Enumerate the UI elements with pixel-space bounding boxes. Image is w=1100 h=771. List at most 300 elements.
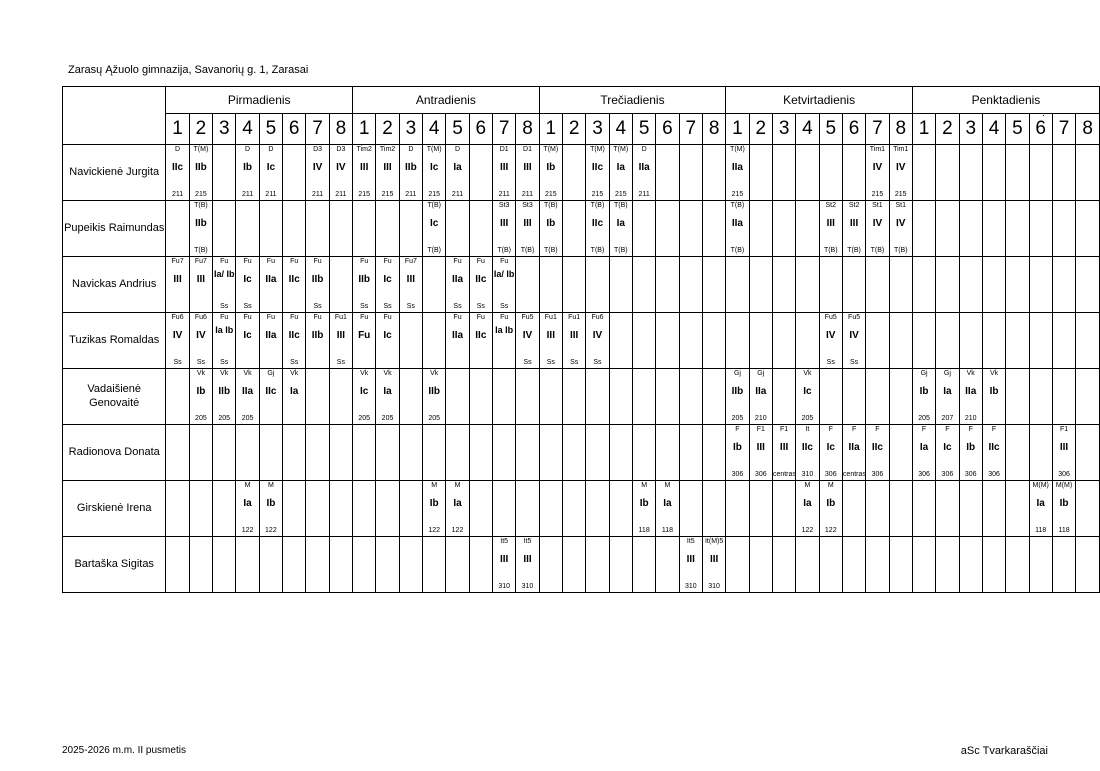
lesson-cell[interactable]: [306, 145, 329, 201]
lesson-cell[interactable]: [236, 425, 259, 481]
lesson-cell[interactable]: [259, 313, 282, 369]
lesson-cell[interactable]: [772, 145, 795, 201]
lesson-cell[interactable]: [609, 481, 632, 537]
lesson-cell[interactable]: [423, 481, 446, 537]
lesson-cell[interactable]: [586, 481, 609, 537]
lesson-cell[interactable]: [166, 257, 189, 313]
lesson-cell[interactable]: [772, 369, 795, 425]
lesson-cell[interactable]: [866, 425, 889, 481]
lesson-cell[interactable]: [936, 201, 959, 257]
lesson-cell[interactable]: [516, 201, 539, 257]
lesson-cell[interactable]: [562, 481, 585, 537]
lesson-cell[interactable]: [189, 201, 212, 257]
lesson-cell[interactable]: [796, 313, 819, 369]
lesson-cell[interactable]: [376, 257, 399, 313]
lesson-cell[interactable]: [749, 201, 772, 257]
lesson-cell[interactable]: [306, 537, 329, 593]
lesson-cell[interactable]: [446, 313, 469, 369]
lesson-cell[interactable]: [376, 369, 399, 425]
lesson-cell[interactable]: [329, 313, 352, 369]
lesson-cell[interactable]: [236, 201, 259, 257]
lesson-cell[interactable]: [726, 145, 749, 201]
lesson-cell[interactable]: [632, 425, 655, 481]
lesson-cell[interactable]: [329, 481, 352, 537]
lesson-cell[interactable]: [283, 537, 306, 593]
lesson-cell[interactable]: [236, 481, 259, 537]
lesson-cell[interactable]: [819, 201, 842, 257]
lesson-cell[interactable]: [423, 369, 446, 425]
lesson-cell[interactable]: [1052, 313, 1075, 369]
lesson-cell[interactable]: [539, 537, 562, 593]
lesson-cell[interactable]: [1029, 425, 1052, 481]
lesson-cell[interactable]: [609, 537, 632, 593]
lesson-cell[interactable]: [842, 481, 865, 537]
lesson-cell[interactable]: [493, 201, 516, 257]
lesson-cell[interactable]: [1029, 257, 1052, 313]
lesson-cell[interactable]: [259, 145, 282, 201]
lesson-cell[interactable]: [586, 425, 609, 481]
lesson-cell[interactable]: [306, 313, 329, 369]
lesson-cell[interactable]: [469, 481, 492, 537]
lesson-cell[interactable]: [166, 537, 189, 593]
lesson-cell[interactable]: [772, 257, 795, 313]
lesson-cell[interactable]: [1006, 369, 1029, 425]
lesson-cell[interactable]: [306, 369, 329, 425]
lesson-cell[interactable]: [982, 369, 1005, 425]
lesson-cell[interactable]: [1076, 313, 1100, 369]
lesson-cell[interactable]: [166, 313, 189, 369]
lesson-cell[interactable]: [936, 425, 959, 481]
lesson-cell[interactable]: [562, 537, 585, 593]
lesson-cell[interactable]: [796, 201, 819, 257]
lesson-cell[interactable]: [353, 481, 376, 537]
lesson-cell[interactable]: [236, 257, 259, 313]
lesson-cell[interactable]: [936, 145, 959, 201]
lesson-cell[interactable]: [259, 369, 282, 425]
lesson-cell[interactable]: [842, 313, 865, 369]
lesson-cell[interactable]: [423, 201, 446, 257]
lesson-cell[interactable]: [656, 145, 679, 201]
lesson-cell[interactable]: [889, 537, 912, 593]
lesson-cell[interactable]: [213, 145, 236, 201]
lesson-cell[interactable]: [656, 369, 679, 425]
lesson-cell[interactable]: [679, 201, 702, 257]
lesson-cell[interactable]: [353, 425, 376, 481]
lesson-cell[interactable]: [866, 145, 889, 201]
lesson-cell[interactable]: [469, 425, 492, 481]
lesson-cell[interactable]: [982, 201, 1005, 257]
lesson-cell[interactable]: [353, 145, 376, 201]
lesson-cell[interactable]: [1029, 201, 1052, 257]
lesson-cell[interactable]: [189, 369, 212, 425]
lesson-cell[interactable]: [749, 145, 772, 201]
lesson-cell[interactable]: [423, 537, 446, 593]
lesson-cell[interactable]: [726, 481, 749, 537]
lesson-cell[interactable]: [329, 369, 352, 425]
lesson-cell[interactable]: [399, 481, 422, 537]
lesson-cell[interactable]: [562, 369, 585, 425]
lesson-cell[interactable]: [912, 369, 935, 425]
lesson-cell[interactable]: [1052, 145, 1075, 201]
lesson-cell[interactable]: [866, 369, 889, 425]
lesson-cell[interactable]: [399, 313, 422, 369]
lesson-cell[interactable]: [516, 537, 539, 593]
lesson-cell[interactable]: [819, 425, 842, 481]
lesson-cell[interactable]: [213, 537, 236, 593]
lesson-cell[interactable]: [446, 425, 469, 481]
lesson-cell[interactable]: [749, 313, 772, 369]
lesson-cell[interactable]: [189, 145, 212, 201]
lesson-cell[interactable]: [959, 425, 982, 481]
lesson-cell[interactable]: [889, 481, 912, 537]
lesson-cell[interactable]: [959, 369, 982, 425]
lesson-cell[interactable]: [376, 201, 399, 257]
lesson-cell[interactable]: [1052, 201, 1075, 257]
lesson-cell[interactable]: [609, 257, 632, 313]
lesson-cell[interactable]: [632, 201, 655, 257]
lesson-cell[interactable]: [539, 313, 562, 369]
lesson-cell[interactable]: [866, 481, 889, 537]
lesson-cell[interactable]: [796, 145, 819, 201]
lesson-cell[interactable]: [586, 201, 609, 257]
lesson-cell[interactable]: [796, 481, 819, 537]
lesson-cell[interactable]: [632, 369, 655, 425]
lesson-cell[interactable]: [353, 369, 376, 425]
lesson-cell[interactable]: [493, 425, 516, 481]
lesson-cell[interactable]: [889, 425, 912, 481]
lesson-cell[interactable]: [493, 537, 516, 593]
lesson-cell[interactable]: [493, 369, 516, 425]
lesson-cell[interactable]: [259, 481, 282, 537]
lesson-cell[interactable]: [306, 481, 329, 537]
lesson-cell[interactable]: [702, 537, 725, 593]
lesson-cell[interactable]: [353, 313, 376, 369]
lesson-cell[interactable]: [1076, 145, 1100, 201]
lesson-cell[interactable]: [1006, 201, 1029, 257]
lesson-cell[interactable]: [749, 425, 772, 481]
lesson-cell[interactable]: [562, 425, 585, 481]
lesson-cell[interactable]: [306, 257, 329, 313]
lesson-cell[interactable]: [819, 145, 842, 201]
lesson-cell[interactable]: [796, 425, 819, 481]
lesson-cell[interactable]: [562, 201, 585, 257]
lesson-cell[interactable]: [446, 369, 469, 425]
lesson-cell[interactable]: [796, 537, 819, 593]
lesson-cell[interactable]: [1076, 369, 1100, 425]
lesson-cell[interactable]: [189, 257, 212, 313]
lesson-cell[interactable]: [283, 313, 306, 369]
lesson-cell[interactable]: [889, 369, 912, 425]
lesson-cell[interactable]: [936, 537, 959, 593]
lesson-cell[interactable]: [702, 481, 725, 537]
lesson-cell[interactable]: [1076, 481, 1100, 537]
lesson-cell[interactable]: [539, 369, 562, 425]
lesson-cell[interactable]: [726, 369, 749, 425]
lesson-cell[interactable]: [166, 425, 189, 481]
lesson-cell[interactable]: [819, 313, 842, 369]
lesson-cell[interactable]: [493, 145, 516, 201]
lesson-cell[interactable]: [376, 313, 399, 369]
lesson-cell[interactable]: [469, 257, 492, 313]
lesson-cell[interactable]: [842, 537, 865, 593]
lesson-cell[interactable]: [912, 481, 935, 537]
lesson-cell[interactable]: [889, 257, 912, 313]
lesson-cell[interactable]: [213, 313, 236, 369]
lesson-cell[interactable]: [866, 537, 889, 593]
lesson-cell[interactable]: [749, 481, 772, 537]
lesson-cell[interactable]: [446, 537, 469, 593]
lesson-cell[interactable]: [1029, 537, 1052, 593]
lesson-cell[interactable]: [936, 313, 959, 369]
lesson-cell[interactable]: [213, 425, 236, 481]
lesson-cell[interactable]: [539, 425, 562, 481]
lesson-cell[interactable]: [819, 369, 842, 425]
lesson-cell[interactable]: [469, 201, 492, 257]
lesson-cell[interactable]: [679, 481, 702, 537]
lesson-cell[interactable]: [562, 145, 585, 201]
lesson-cell[interactable]: [516, 313, 539, 369]
lesson-cell[interactable]: [679, 257, 702, 313]
lesson-cell[interactable]: [399, 201, 422, 257]
lesson-cell[interactable]: [656, 537, 679, 593]
lesson-cell[interactable]: [236, 145, 259, 201]
lesson-cell[interactable]: [936, 369, 959, 425]
lesson-cell[interactable]: [493, 257, 516, 313]
lesson-cell[interactable]: [912, 257, 935, 313]
lesson-cell[interactable]: [376, 425, 399, 481]
lesson-cell[interactable]: [562, 257, 585, 313]
lesson-cell[interactable]: [819, 481, 842, 537]
lesson-cell[interactable]: [982, 313, 1005, 369]
lesson-cell[interactable]: [679, 145, 702, 201]
lesson-cell[interactable]: [772, 537, 795, 593]
lesson-cell[interactable]: [1006, 313, 1029, 369]
lesson-cell[interactable]: [819, 537, 842, 593]
lesson-cell[interactable]: [1076, 201, 1100, 257]
lesson-cell[interactable]: [959, 145, 982, 201]
lesson-cell[interactable]: [236, 537, 259, 593]
lesson-cell[interactable]: [726, 201, 749, 257]
lesson-cell[interactable]: [679, 425, 702, 481]
lesson-cell[interactable]: [959, 201, 982, 257]
lesson-cell[interactable]: [259, 257, 282, 313]
lesson-cell[interactable]: [166, 369, 189, 425]
lesson-cell[interactable]: [516, 481, 539, 537]
lesson-cell[interactable]: [842, 201, 865, 257]
lesson-cell[interactable]: [632, 145, 655, 201]
lesson-cell[interactable]: [446, 201, 469, 257]
lesson-cell[interactable]: [189, 481, 212, 537]
lesson-cell[interactable]: [1006, 537, 1029, 593]
lesson-cell[interactable]: [1076, 257, 1100, 313]
lesson-cell[interactable]: [726, 537, 749, 593]
lesson-cell[interactable]: [982, 145, 1005, 201]
lesson-cell[interactable]: [1052, 425, 1075, 481]
lesson-cell[interactable]: [889, 313, 912, 369]
lesson-cell[interactable]: [166, 201, 189, 257]
lesson-cell[interactable]: [609, 369, 632, 425]
lesson-cell[interactable]: [586, 537, 609, 593]
lesson-cell[interactable]: [1006, 481, 1029, 537]
lesson-cell[interactable]: [423, 313, 446, 369]
lesson-cell[interactable]: [632, 537, 655, 593]
lesson-cell[interactable]: [959, 481, 982, 537]
lesson-cell[interactable]: [283, 145, 306, 201]
lesson-cell[interactable]: [749, 257, 772, 313]
lesson-cell[interactable]: [283, 201, 306, 257]
lesson-cell[interactable]: [213, 257, 236, 313]
lesson-cell[interactable]: [446, 481, 469, 537]
lesson-cell[interactable]: [982, 425, 1005, 481]
lesson-cell[interactable]: [866, 257, 889, 313]
lesson-cell[interactable]: [912, 313, 935, 369]
lesson-cell[interactable]: [796, 369, 819, 425]
lesson-cell[interactable]: [329, 145, 352, 201]
lesson-cell[interactable]: [819, 257, 842, 313]
lesson-cell[interactable]: [679, 313, 702, 369]
lesson-cell[interactable]: [632, 313, 655, 369]
lesson-cell[interactable]: [399, 537, 422, 593]
lesson-cell[interactable]: [1029, 369, 1052, 425]
lesson-cell[interactable]: [376, 537, 399, 593]
lesson-cell[interactable]: [632, 481, 655, 537]
lesson-cell[interactable]: [702, 257, 725, 313]
lesson-cell[interactable]: [772, 481, 795, 537]
lesson-cell[interactable]: [213, 369, 236, 425]
lesson-cell[interactable]: [772, 201, 795, 257]
lesson-cell[interactable]: [1029, 313, 1052, 369]
lesson-cell[interactable]: [469, 313, 492, 369]
lesson-cell[interactable]: [306, 201, 329, 257]
lesson-cell[interactable]: [259, 201, 282, 257]
lesson-cell[interactable]: [609, 145, 632, 201]
lesson-cell[interactable]: [609, 313, 632, 369]
lesson-cell[interactable]: [539, 201, 562, 257]
lesson-cell[interactable]: [1029, 481, 1052, 537]
lesson-cell[interactable]: [189, 537, 212, 593]
lesson-cell[interactable]: [1052, 257, 1075, 313]
lesson-cell[interactable]: [1052, 369, 1075, 425]
lesson-cell[interactable]: [726, 313, 749, 369]
lesson-cell[interactable]: [586, 257, 609, 313]
lesson-cell[interactable]: [423, 145, 446, 201]
lesson-cell[interactable]: [1076, 537, 1100, 593]
lesson-cell[interactable]: [959, 257, 982, 313]
lesson-cell[interactable]: [959, 537, 982, 593]
lesson-cell[interactable]: [516, 257, 539, 313]
lesson-cell[interactable]: [702, 201, 725, 257]
lesson-cell[interactable]: [632, 257, 655, 313]
lesson-cell[interactable]: [166, 481, 189, 537]
lesson-cell[interactable]: [702, 425, 725, 481]
lesson-cell[interactable]: [1029, 145, 1052, 201]
lesson-cell[interactable]: [376, 481, 399, 537]
lesson-cell[interactable]: [749, 537, 772, 593]
lesson-cell[interactable]: [796, 257, 819, 313]
lesson-cell[interactable]: [329, 201, 352, 257]
lesson-cell[interactable]: [586, 369, 609, 425]
lesson-cell[interactable]: [446, 257, 469, 313]
lesson-cell[interactable]: [469, 537, 492, 593]
lesson-cell[interactable]: [912, 145, 935, 201]
lesson-cell[interactable]: [609, 201, 632, 257]
lesson-cell[interactable]: [702, 313, 725, 369]
lesson-cell[interactable]: [493, 313, 516, 369]
lesson-cell[interactable]: [283, 481, 306, 537]
lesson-cell[interactable]: [656, 481, 679, 537]
lesson-cell[interactable]: [469, 369, 492, 425]
lesson-cell[interactable]: [423, 425, 446, 481]
lesson-cell[interactable]: [213, 201, 236, 257]
lesson-cell[interactable]: [586, 313, 609, 369]
lesson-cell[interactable]: [189, 313, 212, 369]
lesson-cell[interactable]: [399, 369, 422, 425]
lesson-cell[interactable]: [189, 425, 212, 481]
lesson-cell[interactable]: [726, 257, 749, 313]
lesson-cell[interactable]: [749, 369, 772, 425]
lesson-cell[interactable]: [329, 257, 352, 313]
lesson-cell[interactable]: [399, 145, 422, 201]
lesson-cell[interactable]: [889, 201, 912, 257]
lesson-cell[interactable]: [679, 537, 702, 593]
lesson-cell[interactable]: [1076, 425, 1100, 481]
lesson-cell[interactable]: [586, 145, 609, 201]
lesson-cell[interactable]: [283, 369, 306, 425]
lesson-cell[interactable]: [702, 145, 725, 201]
lesson-cell[interactable]: [213, 481, 236, 537]
lesson-cell[interactable]: [866, 313, 889, 369]
lesson-cell[interactable]: [539, 257, 562, 313]
lesson-cell[interactable]: [866, 201, 889, 257]
lesson-cell[interactable]: [609, 425, 632, 481]
lesson-cell[interactable]: [469, 145, 492, 201]
lesson-cell[interactable]: [376, 145, 399, 201]
lesson-cell[interactable]: [656, 201, 679, 257]
lesson-cell[interactable]: [329, 425, 352, 481]
lesson-cell[interactable]: [283, 257, 306, 313]
lesson-cell[interactable]: [772, 425, 795, 481]
lesson-cell[interactable]: [679, 369, 702, 425]
lesson-cell[interactable]: [259, 425, 282, 481]
lesson-cell[interactable]: [656, 257, 679, 313]
lesson-cell[interactable]: [353, 257, 376, 313]
lesson-cell[interactable]: [516, 369, 539, 425]
lesson-cell[interactable]: [959, 313, 982, 369]
lesson-cell[interactable]: [982, 537, 1005, 593]
lesson-cell[interactable]: [842, 369, 865, 425]
lesson-cell[interactable]: [912, 537, 935, 593]
lesson-cell[interactable]: [1052, 481, 1075, 537]
lesson-cell[interactable]: [889, 145, 912, 201]
lesson-cell[interactable]: [1052, 537, 1075, 593]
lesson-cell[interactable]: [842, 257, 865, 313]
lesson-cell[interactable]: [842, 425, 865, 481]
lesson-cell[interactable]: [353, 537, 376, 593]
lesson-cell[interactable]: [1006, 425, 1029, 481]
lesson-cell[interactable]: [516, 425, 539, 481]
lesson-cell[interactable]: [423, 257, 446, 313]
lesson-cell[interactable]: [493, 481, 516, 537]
lesson-cell[interactable]: [702, 369, 725, 425]
lesson-cell[interactable]: [329, 537, 352, 593]
lesson-cell[interactable]: [726, 425, 749, 481]
lesson-cell[interactable]: [446, 145, 469, 201]
lesson-cell[interactable]: [236, 313, 259, 369]
lesson-cell[interactable]: [1006, 145, 1029, 201]
lesson-cell[interactable]: [772, 313, 795, 369]
lesson-cell[interactable]: [936, 257, 959, 313]
lesson-cell[interactable]: [912, 425, 935, 481]
